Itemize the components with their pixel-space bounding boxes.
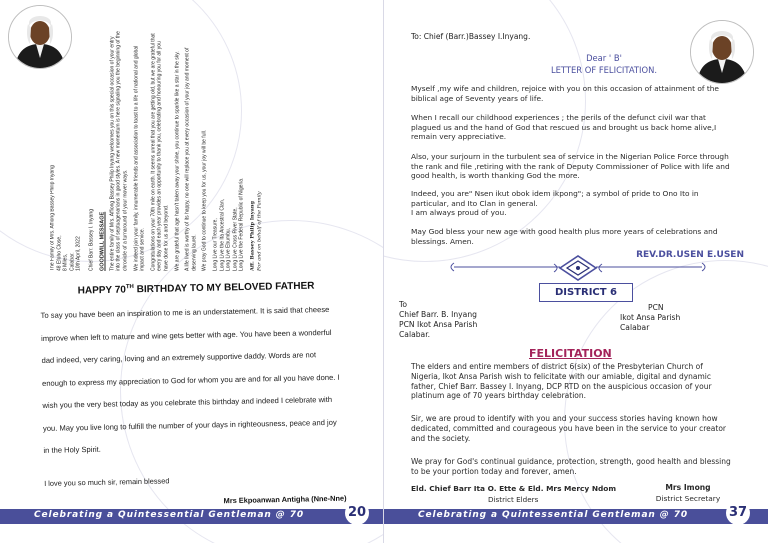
felicitation-paragraph: The elders and entire members of district 6(six) of the Presbyterian Church of Nigeria, Ikot Ansa Parish wish to felicitate with our amiable, digital and dynamic father, Chief Barr. Bassey I. Inyang, DCP RTD on the auspicious occasion of your platinum age of 70 years birthday celebration.: [411, 362, 712, 401]
felicitation-paragraph: Sir, we are proud to identify with you and your success stories having known how dedicated, committed and courageous you have been in the service to your creator and the society.: [411, 414, 726, 443]
recipient-line: Calabar.: [399, 330, 431, 340]
title-part: HAPPY 70: [77, 284, 127, 297]
recipient-line: Chief Barr. B. Inyang: [399, 310, 477, 320]
secretary-signature-sub: District Secretary: [655, 494, 721, 503]
letter-title: LETTER OF FELICITATION.: [550, 65, 658, 76]
letter-paragraph: Congratulations on your 70th mile on earth. It seems unreal that you are getting old, but we are grateful that every day and each year provides an opportunity to thank you, celebrating and honouring you for all you have done for us and beyond.: [150, 33, 170, 271]
goodwill-letter: [50, 29, 335, 274]
dear-line: Dear ' B': [586, 53, 622, 63]
closing-line: Long Live our Treasure,: [212, 218, 219, 271]
letter-closing: [212, 31, 245, 271]
letter-address: [50, 31, 82, 271]
page-number: 37: [726, 501, 750, 525]
birthday-note: [40, 279, 356, 506]
birthday-line: you. May you live long to fulfill the number of your days in righteousness, peace and joy: [42, 417, 337, 433]
birthday-line: improve when left to mature and wine gets better with age. You have been a wonderful: [41, 327, 332, 343]
birthday-line: wish you the very best today as you celebrate this birthday and indeed I celebrate with: [42, 395, 333, 411]
sender-address: [620, 303, 680, 333]
district-label: DISTRICT 6: [539, 283, 633, 302]
right-page: [384, 0, 768, 543]
title-part: BIRTHDAY TO MY BELOVED FATHER: [133, 280, 315, 296]
letter-paragraph: The entire family of Mrs. Affiong Bassey Philip Inyang welcomes you on this special occasion of your entry into the class of septuagenarians in good styles. A new momentum is here signaling you the beginning of the chronicle of a turnaround of your mover ways.: [109, 31, 129, 271]
address-line: 10th April, 2022: [75, 236, 82, 271]
closing-line: Long Live Cross River State,: [232, 207, 239, 271]
felicitation-paragraph: We pray for God's continual guidance, protection, strength, good health and blessing to be your portion today and forever, amen.: [411, 457, 731, 476]
letter-paragraph: Also, your surjourn in the turbulent sea of service in the Nigerian Police Force through the rank and file ,retiring with the rank of Deputy Commissioner of Police with life and good health, is worth thanking God the more.: [411, 152, 730, 181]
portrait-icon: [691, 21, 753, 83]
elders-signature: Eld. Chief Barr Ita O. Ette & Eld. Mrs Mercy Ndom: [411, 484, 617, 493]
birthday-love: I love you so much sir, remain blessed: [44, 476, 170, 488]
letter-salutation: [504, 52, 704, 76]
letter-paragraph: We are grateful that age hasn't taken away your shine, you continue to sparkle like a star in the sky.: [174, 51, 181, 271]
closing-line: Long Live the Federal Republic of Nigeria.: [238, 177, 245, 271]
letter-paragraph: A life lived is worthy of its happy, no one will replace you at every occasion of your joy and moment of deserving laurel.: [184, 47, 198, 271]
elders-signature-sub: District Elders: [488, 495, 539, 504]
letter-paragraph: Indeed, you are" Nsen ikut obok idem ikpong"; a symbol of pride to Ono Ito in particular, and Ito Clan in general. I am always proud of you.: [411, 189, 699, 218]
birthday-line: enough to express my appreciation to God for whom you are and for all you have done. I: [41, 372, 340, 388]
letter-paragraph: Myself ,my wife and children, rejoice with you on this occasion of attainment of the biblical age of Seventy years of life.: [411, 84, 719, 103]
divider-ornament-icon: [448, 255, 708, 285]
address-line: 48 Efoho Close,: [56, 235, 63, 271]
footer-bar: [384, 509, 768, 524]
footer-text: Celebrating a Quintessential Gentleman @ 70: [418, 510, 689, 520]
title-sup: TH: [125, 284, 134, 291]
letter-signature: Aff. Bassey Philip Inyang: [249, 201, 256, 271]
letter-paragraph: May God bless your new age with good health plus more years of celebrations and blessings. Amen.: [411, 227, 718, 246]
address-line: Ikot Ansa Parish: [620, 313, 681, 323]
closing-line: Long Live Ebumbu,: [225, 227, 232, 271]
portrait-photo: [690, 20, 754, 84]
secretary-signature: Mrs Imong: [665, 483, 711, 492]
recipient-block: [399, 300, 477, 340]
footer-bar: [0, 509, 384, 524]
letter-addressee: Chief Barr. Bassey I. Inyang: [88, 209, 95, 271]
letter-paragraph: When I recall our childhood experiences ; the perils of the defunct civil war that plagued us and the hand of God that rescued us and brought us back home alive,I remain very appreciative.: [411, 113, 717, 142]
birthday-line: in the Holy Spirit.: [43, 445, 101, 456]
footer-text: Celebrating a Quintessential Gentleman @ 70: [34, 510, 305, 520]
letter-paragraph: We indeed join your family, innumerable friends and association to toast to a life of national and global impact and service.: [133, 45, 146, 271]
page-number: 20: [345, 501, 369, 525]
address-line: The Family of Mrs. Affiong Bassey Philip Inyang: [50, 165, 56, 271]
address-line: Calabar: [620, 323, 650, 333]
address-line: 8 Miles,: [62, 253, 69, 271]
letter-signature: REV.DR.USEN E.USEN: [636, 250, 744, 260]
birthday-title: [40, 279, 352, 297]
letter-paragraph: We pray God to continue to keep you for us, your joy will be full.: [201, 129, 208, 271]
birthday-line: To say you have been an inspiration to me is an understatement. It is said that cheese: [40, 305, 330, 321]
letter-signature-sub: For and on behalf of the Family: [256, 191, 262, 271]
felicitation-title: FELICITATION: [529, 347, 612, 360]
recipient-line: To: [399, 300, 407, 309]
address-line: PCN: [648, 303, 664, 312]
letter-heading: GOODWILL MESSAGE: [99, 211, 106, 271]
closing-line: Long Live the Ita Ancestral Clan,: [219, 199, 226, 271]
birthday-signature: Mrs Ekpoanwan Antigha (Nne-Nne): [223, 493, 347, 506]
letter-to-line: To: Chief (Barr.)Bassey I.Inyang.: [411, 32, 531, 41]
birthday-line: dad indeed, very caring, loving and an extremely supportive daddy. Words are not: [41, 350, 317, 366]
recipient-line: PCN Ikot Ansa Parish: [399, 320, 478, 330]
address-line: Calabar.: [69, 252, 76, 271]
